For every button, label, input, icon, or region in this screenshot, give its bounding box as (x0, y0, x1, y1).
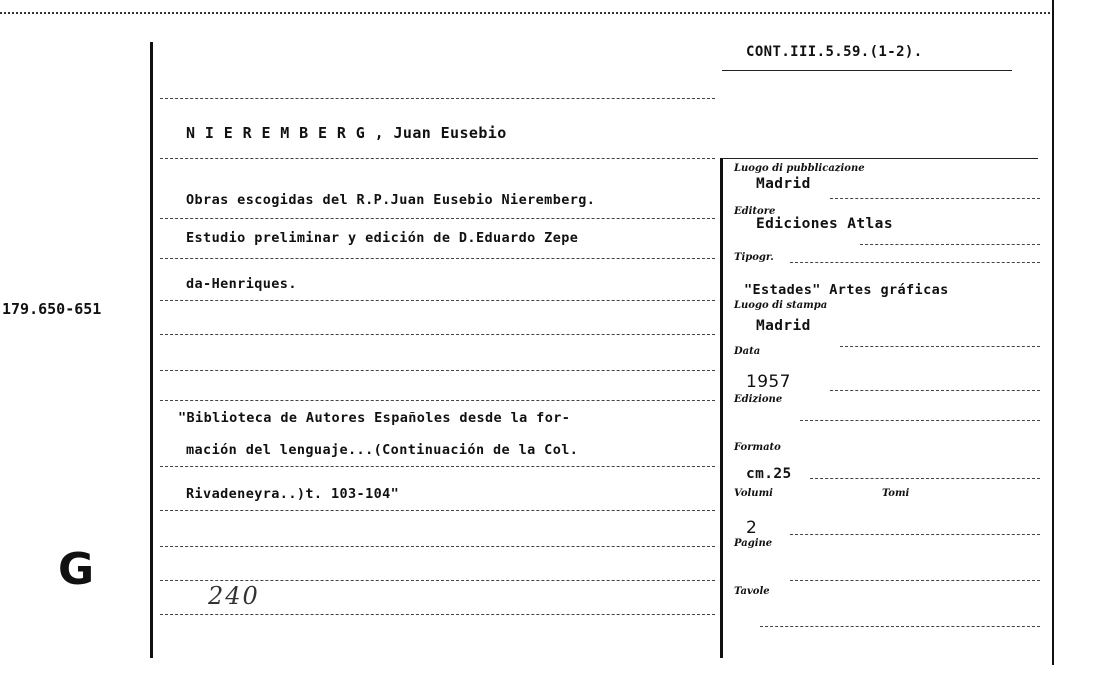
call-number: CONT.III.5.59.(1-2). (746, 44, 923, 60)
print-place-value: Madrid (756, 318, 811, 334)
rule (830, 390, 1040, 391)
rule (160, 400, 715, 401)
rule (160, 580, 715, 581)
series-line-3: Rivadeneyra..)t. 103-104" (186, 486, 400, 502)
place-value: Madrid (756, 176, 811, 192)
rule (160, 98, 715, 99)
rule (790, 262, 1040, 263)
rule (830, 198, 1040, 199)
plates-label: Tavole (734, 586, 770, 597)
rule (810, 478, 1040, 479)
pages-label: Pagine (734, 538, 773, 549)
rule (760, 626, 1040, 627)
rule (790, 534, 1040, 535)
rule (790, 580, 1040, 581)
rule (160, 510, 715, 511)
rule (860, 244, 1040, 245)
left-margin-rule (150, 42, 153, 658)
rule (160, 258, 715, 259)
title-line-3: da-Henriques. (186, 276, 297, 292)
volumes-value: 2 (746, 518, 758, 538)
publisher-value: Ediciones Atlas (756, 216, 893, 232)
place-label: Luogo di pubblicazione (734, 163, 865, 174)
top-edge (0, 12, 1050, 14)
rule (160, 334, 715, 335)
series-line-1: "Biblioteca de Autores Españoles desde la for- (178, 410, 571, 426)
print-place-label: Luogo di stampa (734, 300, 828, 311)
title-line-2: Estudio preliminar y edición de D.Eduardo Zepe (186, 230, 579, 246)
rule (160, 466, 715, 467)
title-line-1: Obras escogidas del R.P.Juan Eusebio Nieremberg. (186, 192, 596, 208)
date-value: 1957 (746, 372, 791, 392)
rule (160, 614, 715, 615)
rule (800, 420, 1040, 421)
rule (160, 300, 715, 301)
tomes-label: Tomi (882, 488, 910, 499)
date-label: Data (734, 346, 761, 357)
rule (160, 158, 715, 159)
field-top-rule (722, 158, 1038, 159)
volumes-label: Volumi (734, 488, 773, 499)
rule (840, 346, 1040, 347)
format-label: Formato (734, 442, 781, 453)
edition-label: Edizione (734, 394, 783, 405)
handwritten-note: 240 (208, 582, 260, 610)
author-heading: N I E R E M B E R G , Juan Eusebio (186, 124, 507, 142)
shelf-letter: G (58, 544, 95, 595)
call-number-rule (722, 70, 1012, 71)
rule (160, 370, 715, 371)
rule (160, 546, 715, 547)
printer-label: Tipogr. (734, 252, 774, 263)
right-edge-rule (1052, 0, 1054, 665)
field-column-rule (720, 158, 723, 658)
rule (160, 218, 715, 219)
accession-number: 179.650-651 (2, 300, 102, 318)
format-value: cm.25 (746, 466, 792, 482)
series-line-2: mación del lenguaje...(Continuación de la Col. (186, 442, 579, 458)
publisher-label: Editore (734, 206, 776, 217)
printer-value: "Estades" Artes gráficas (744, 282, 949, 298)
